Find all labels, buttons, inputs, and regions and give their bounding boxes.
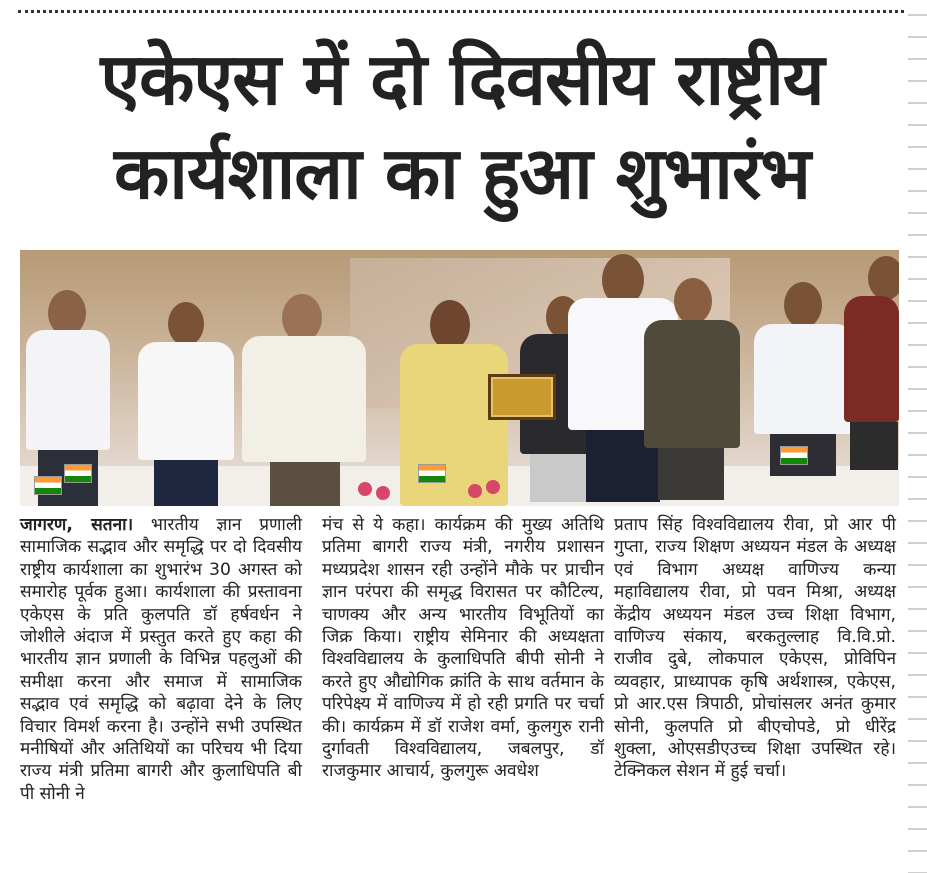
flower-decoration — [486, 480, 500, 494]
flower-decoration — [376, 486, 390, 500]
flag-icon — [780, 446, 808, 465]
flower-decoration — [468, 484, 482, 498]
headline-line-2: कार्यशाला का हुआ शुभारंभ — [113, 131, 811, 215]
dateline: जागरण, सतना। — [20, 515, 134, 535]
column-3-text: प्रताप सिंह विश्वविद्यालय रीवा, प्रो आर पी गुप्ता, राज्य शिक्षण अध्ययन मंडल के अध्यक्ष एवं विभाग अध्यक्ष वाणिज्य कन्या महाविद्यालय रीवा, प्रो पवन मिश्रा, अध्यक्ष केंद्रीय अध्ययन मंडल उच्च शिक्षा विभाग, वाणिज्य संकाय, बरकतुल्लाह वि.वि.प्रो. राजीव दुबे, लोकपाल एकेएस, प्रोविपिन व्यवहार, प्राध्यापक कृषि अर्थशास्त्र, एकेएस, प्रो आर.एस त्रिपाठी, प्रोचांसलर अनंत कुमार सोनी, कुलपति प्रो बीएचोपडे, प्रो धीरेंद्र शुक्ला, ओएसडीएउच्च शिक्षा उपस्थित रहे। टेक्निकल सेशन में हुई चर्चा। — [614, 515, 896, 782]
headline — [22, 32, 902, 220]
column-1-text: भारतीय ज्ञान प्रणाली सामाजिक सद्भाव और समृद्धि पर दो दिवसीय राष्ट्रीय कार्यशाला का शुभारंभ 30 अगस्त को समारोह पूर्वक हुआ। कार्यशाला की प्रस्तावना एकेएस के प्रति कुलपति डॉ हर्षवर्धन ने जोशीले अंदाज में प्रस्तुत करते हुए कहा की भारतीय ज्ञान प्रणाली के विभिन्न पहलुओं की समीक्षा करना और समाज में सामाजिक सद्भाव एवं समृद्धि को बढ़ावा देने के लिए विचार विमर्श करना है। उन्होंने सभी उपस्थित मनीषियों और अतिथियों का परिचय भी दिया राज्य मंत्री प्रतिमा बागरी और कुलाधिपति बी पी सोनी ने — [20, 515, 302, 804]
flag-icon — [418, 464, 446, 483]
article-column-3 — [614, 514, 896, 783]
adjacent-article-edge — [908, 0, 927, 873]
article-column-1 — [20, 514, 302, 805]
event-photo — [20, 250, 899, 506]
flower-decoration — [358, 482, 372, 496]
column-2-text: मंच से ये कहा। कार्यक्रम की मुख्य अतिथि प्रतिमा बागरी राज्य मंत्री, नगरीय प्रशासन मध्यप्रदेश शासन रही उन्होंने मौके पर प्राचीन ज्ञान परंपरा की समृद्ध विरासत पर कौटिल्य, चाणक्य और अन्य भारतीय विभूतियों का जिक्र किया। राष्ट्रीय सेमिनार की अध्यक्षता विश्वविद्यालय के कुलाधिपति बीपी सोनी ने करते हुए औद्योगिक क्रांति के साथ वर्तमान के परिपेक्ष्य में वाणिज्य में हो रही प्रगति पर चर्चा की। कार्यक्रम में डॉ राजेश वर्मा, कुलगुरु रानी दुर्गावती विश्वविद्यालय, जबलपुर, डॉ राजकुमार आचार्य, कुलगुरू अवधेश — [322, 515, 604, 782]
flag-icon — [64, 464, 92, 483]
award-plaque — [488, 374, 556, 420]
flag-icon — [34, 476, 62, 495]
article-column-2 — [322, 514, 604, 783]
top-dotted-rule — [18, 10, 904, 13]
headline-line-1: एकेएस में दो दिवसीय राष्ट्रीय — [100, 37, 824, 121]
